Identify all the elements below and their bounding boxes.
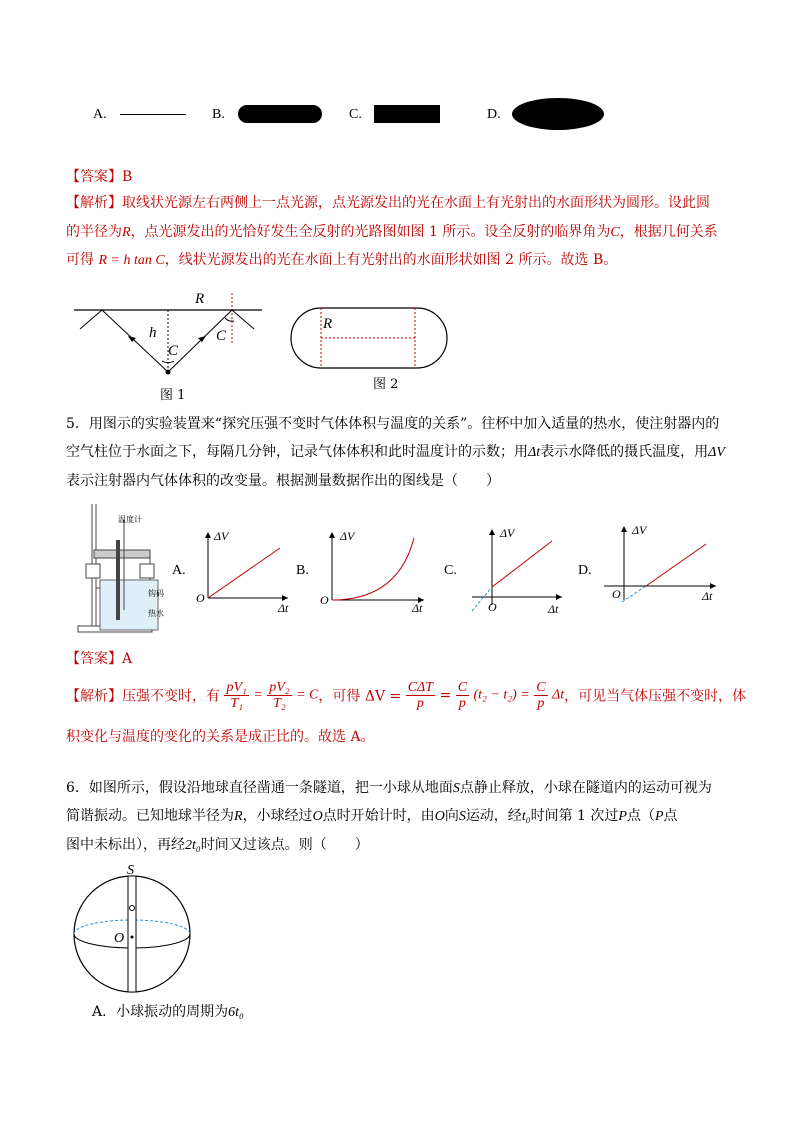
- text: 6．如图所示，假设沿地球直径凿通一条隧道，把一小球从地面: [66, 780, 453, 796]
- fig1-c-label: C: [168, 343, 179, 359]
- analysis-tag: 【解析】: [66, 688, 122, 705]
- x-axis-label: Δt: [702, 589, 713, 603]
- var-p: P: [654, 809, 664, 824]
- y-axis-label: ΔV: [214, 529, 229, 543]
- text: 点静止释放，小球在隧道内的运动可视为: [459, 780, 712, 796]
- fig1-r-label: R: [195, 291, 205, 307]
- graph-option-c: [466, 525, 566, 613]
- denominator: T₂: [273, 696, 286, 711]
- q4-analysis-line-1: [66, 196, 710, 210]
- q5-line-3: 表示注射器内气体体积的改变量。根据测量数据作出的图线是（ ）: [66, 473, 500, 489]
- text: 的半径为: [66, 224, 122, 240]
- numerator: pV₂: [269, 680, 290, 695]
- var-o: O: [434, 809, 445, 824]
- text: 简谐振动。已知地球半径为: [66, 808, 234, 824]
- option-b-stadium: [238, 105, 322, 123]
- origin-label: O: [612, 587, 621, 601]
- answer-tag: 【答案】: [66, 651, 122, 667]
- text: ，小球经过: [242, 808, 313, 824]
- figure-1-diagram: [70, 285, 270, 385]
- option-a-line: [120, 114, 186, 115]
- text: 点时开始计时，由: [322, 808, 435, 824]
- answer-value: A: [122, 651, 133, 667]
- fig-o-label: O: [114, 931, 125, 946]
- thermometer-label: 温度计: [118, 515, 142, 524]
- denominator: p: [416, 696, 424, 711]
- option-d-ellipse: [512, 98, 604, 130]
- analysis-tag: 【解析】: [66, 195, 122, 211]
- paren-expr: (t₂ − t₂) =: [473, 687, 530, 703]
- var-p: P: [618, 809, 627, 824]
- numerator: C: [457, 680, 468, 695]
- var-dt: Δt: [528, 445, 541, 460]
- q4-analysis-line-2: [66, 225, 718, 240]
- text: 向: [444, 808, 459, 824]
- var-s: S: [452, 781, 460, 796]
- fraction: [267, 680, 291, 711]
- figure-2-caption: 图 2: [373, 377, 399, 392]
- y-axis-label: ΔV: [632, 523, 647, 537]
- option-c-label: C.: [349, 107, 362, 122]
- text: 点（: [626, 808, 655, 824]
- fraction: [534, 680, 547, 711]
- fraction: [406, 680, 435, 711]
- fig1-c2-label: C: [216, 328, 227, 344]
- text: 点: [663, 808, 678, 824]
- q5-line-2: [66, 445, 725, 460]
- graph-option-c-label: C.: [444, 563, 457, 578]
- q6-option-a: [92, 1005, 244, 1020]
- text: 图中未标出），再经: [66, 837, 185, 853]
- q4-analysis-line-3: [66, 253, 617, 268]
- q4-answer: [66, 170, 132, 184]
- text: 压强不变时，有: [122, 688, 220, 705]
- apparatus-diagram: [72, 500, 172, 640]
- var-r: R: [122, 225, 131, 240]
- fig-s-label: S: [127, 863, 134, 878]
- text: ，可得 ΔV =: [318, 688, 402, 705]
- graph-option-b: [318, 528, 428, 612]
- q6-line-3: [66, 838, 369, 853]
- origin-label: O: [488, 600, 497, 613]
- formula: R = h tan C: [98, 253, 165, 268]
- fig2-r-label: R: [323, 316, 333, 332]
- text: 时间又过该点。则（ ）: [200, 837, 369, 853]
- q5-analysis-line-1: [66, 680, 746, 711]
- option-c-rectangle: [374, 105, 440, 123]
- var-s: S: [458, 809, 466, 824]
- option-a-label: A.: [93, 107, 107, 122]
- equals: =: [439, 687, 452, 704]
- y-axis-label: ΔV: [500, 526, 515, 540]
- analysis-text: 取线状光源左右两侧上一点光源，点光源发出的光在水面上有光射出的水面形状为圆形。设此圆: [122, 195, 710, 211]
- y-axis-label: ΔV: [340, 529, 355, 543]
- denominator: T₁: [230, 696, 243, 711]
- q6-line-2: [66, 809, 678, 824]
- origin-label: O: [320, 593, 329, 607]
- equals: =: [253, 687, 263, 703]
- figure-1-caption: 图 1: [160, 388, 186, 403]
- text: ，点光源发出的光恰好发生全反射的光路图如图 1 所示。设全反射的临界角为: [130, 224, 611, 240]
- answer-tag: 【答案】: [66, 169, 122, 185]
- earth-tunnel-diagram: [70, 862, 196, 994]
- x-axis-label: Δt: [278, 601, 289, 612]
- text: ，根据几何关系: [619, 224, 718, 240]
- origin-label: O: [196, 591, 205, 605]
- x-axis-label: Δt: [412, 601, 423, 612]
- option-d-label: D.: [487, 107, 501, 122]
- hot-water-label: 热水: [148, 609, 164, 618]
- numerator: pV₁: [226, 680, 247, 695]
- q6-line-1: [66, 781, 712, 796]
- weight-label: 钩码: [148, 589, 164, 598]
- option-value: 6t₀: [228, 1005, 244, 1020]
- q5-line-1: 5．用图示的实验装置来“探究压强不变时气体体积与温度的关系”。往杯中加入适量的热水，使注射器内的: [66, 416, 720, 432]
- var-c: C: [610, 225, 620, 240]
- fig1-h-label: h: [149, 325, 157, 341]
- text: 可得: [66, 252, 94, 268]
- denominator: p: [537, 696, 545, 711]
- var-dt: Δt: [551, 687, 565, 703]
- graph-option-b-label: B.: [296, 563, 309, 578]
- graph-option-a: [192, 528, 292, 612]
- numerator: CΔT: [407, 680, 434, 695]
- x-axis-label: Δt: [548, 602, 559, 613]
- equals-c: = C: [296, 687, 319, 703]
- fraction: [224, 680, 248, 711]
- figure-2-diagram: [288, 305, 452, 373]
- graph-option-d: [602, 522, 720, 604]
- var-o: O: [312, 809, 323, 824]
- text: ，线状光源发出的光在水面上有光射出的水面形状如图 2 所示。故选 B。: [164, 252, 618, 268]
- numerator: C: [536, 680, 546, 695]
- text: 表示水降低的摄氏温度，用: [540, 444, 709, 460]
- var-dv: ΔV: [708, 445, 725, 460]
- q5-answer: [66, 652, 132, 666]
- q5-analysis-line-2: 积变化与温度的变化的关系是成正比的。故选 A。: [66, 729, 375, 745]
- option-b-label: B.: [212, 107, 225, 122]
- text: ，可见当气体压强不变时，体: [564, 688, 747, 705]
- var-t0: t₀: [521, 809, 531, 824]
- option-text: A．小球振动的周期为: [92, 1004, 229, 1020]
- graph-option-a-label: A.: [172, 563, 186, 578]
- graph-option-d-label: D.: [578, 563, 592, 578]
- var-r: R: [234, 809, 243, 824]
- answer-value: B: [122, 169, 133, 185]
- text: 时间第 1 次过: [530, 808, 619, 824]
- var-2t0: 2t₀: [185, 838, 201, 853]
- fraction: [456, 680, 469, 711]
- denominator: p: [458, 696, 466, 711]
- text: 运动，经: [465, 808, 522, 824]
- text: 空气柱位于水面之下，每隔几分钟，记录气体体积和此时温度计的示数；用: [66, 444, 528, 460]
